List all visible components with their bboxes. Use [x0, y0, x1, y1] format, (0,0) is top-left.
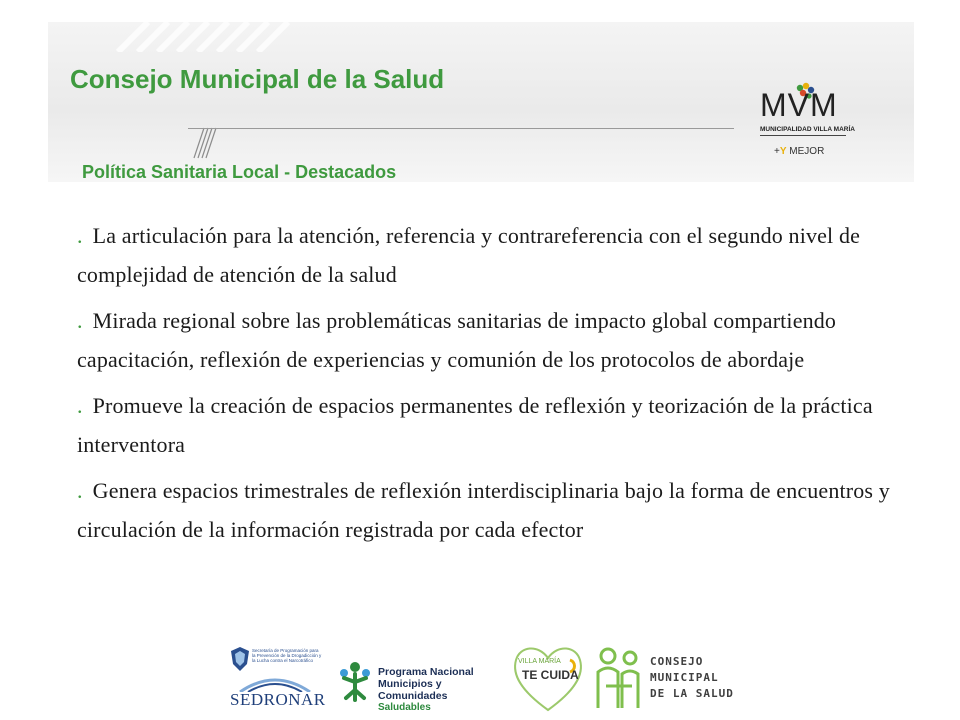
bullet-text: Promueve la creación de espacios permanentes de reflexión y teorización de la práctica interventora	[77, 393, 873, 457]
footer-logos	[0, 636, 960, 720]
bullet-item	[77, 386, 917, 464]
header-stripes	[48, 22, 914, 52]
bullet-marker: .	[77, 308, 83, 333]
bullet-list	[77, 216, 917, 556]
mvm-logo	[760, 82, 860, 162]
cms-line2: MUNICIPAL	[650, 671, 719, 684]
bullet-item	[77, 301, 917, 379]
sedronar-logo	[230, 644, 330, 710]
cms-line3: DE LA SALUD	[650, 687, 734, 700]
page-title: Consejo Municipal de la Salud	[70, 64, 445, 94]
mvm-subtitle: MUNICIPALIDAD VILLA MARÍA	[760, 126, 855, 133]
villa-maria-te-cuida-logo	[510, 640, 586, 716]
bullet-text: Genera espacios trimestrales de reflexión interdisciplinaria bajo la forma de encuentros y circulación de la información registrada por cada efector	[77, 478, 890, 542]
family-icon	[592, 646, 648, 712]
hash-marks-decoration	[190, 124, 220, 160]
cms-line1: CONSEJO	[650, 655, 704, 668]
bullet-marker: .	[77, 478, 83, 503]
tagline-plus: +	[774, 146, 780, 157]
page-subtitle: Política Sanitaria Local - Destacados	[82, 162, 397, 182]
programa-text	[378, 666, 506, 714]
cms-text	[650, 654, 734, 702]
tagline-rest: MEJOR	[786, 146, 825, 157]
bullet-item	[77, 471, 917, 549]
vmcuida-main: TE CUIDA	[522, 668, 579, 682]
mvm-letters: MVM	[760, 87, 838, 123]
tagline-y: Y	[779, 146, 787, 157]
bullet-marker: .	[77, 393, 83, 418]
programa-line2: Municipios y Comunidades	[378, 678, 448, 702]
consejo-municipal-logo	[592, 646, 752, 714]
sedronar-name: SEDRONAR	[230, 690, 326, 709]
mvm-rule	[760, 135, 846, 136]
programa-line1: Programa Nacional	[378, 666, 474, 678]
programa-nacional-logo	[336, 660, 506, 713]
header-rule	[188, 128, 734, 129]
programa-line3: Saludables	[378, 702, 431, 713]
bullet-text: Mirada regional sobre las problemáticas sanitarias de impacto global compartiendo capacitación, reflexión de experiencias y comunión de los protocolos de abordaje	[77, 308, 837, 372]
bullet-marker: .	[77, 223, 83, 248]
mvm-tagline	[774, 146, 824, 157]
vmcuida-top: VILLA MARÍA	[518, 658, 561, 665]
shield-emblem-icon	[230, 646, 250, 672]
bullet-text: La articulación para la atención, referencia y contrareferencia con el segundo nivel de complejidad de atención de la salud	[77, 223, 861, 287]
bullet-item	[77, 216, 917, 294]
sedronar-caption: Secretaría de Programación para la Prevención de la Drogadicción y la Lucha contra el Narcotráfico	[252, 648, 322, 663]
people-tree-icon	[336, 660, 374, 706]
